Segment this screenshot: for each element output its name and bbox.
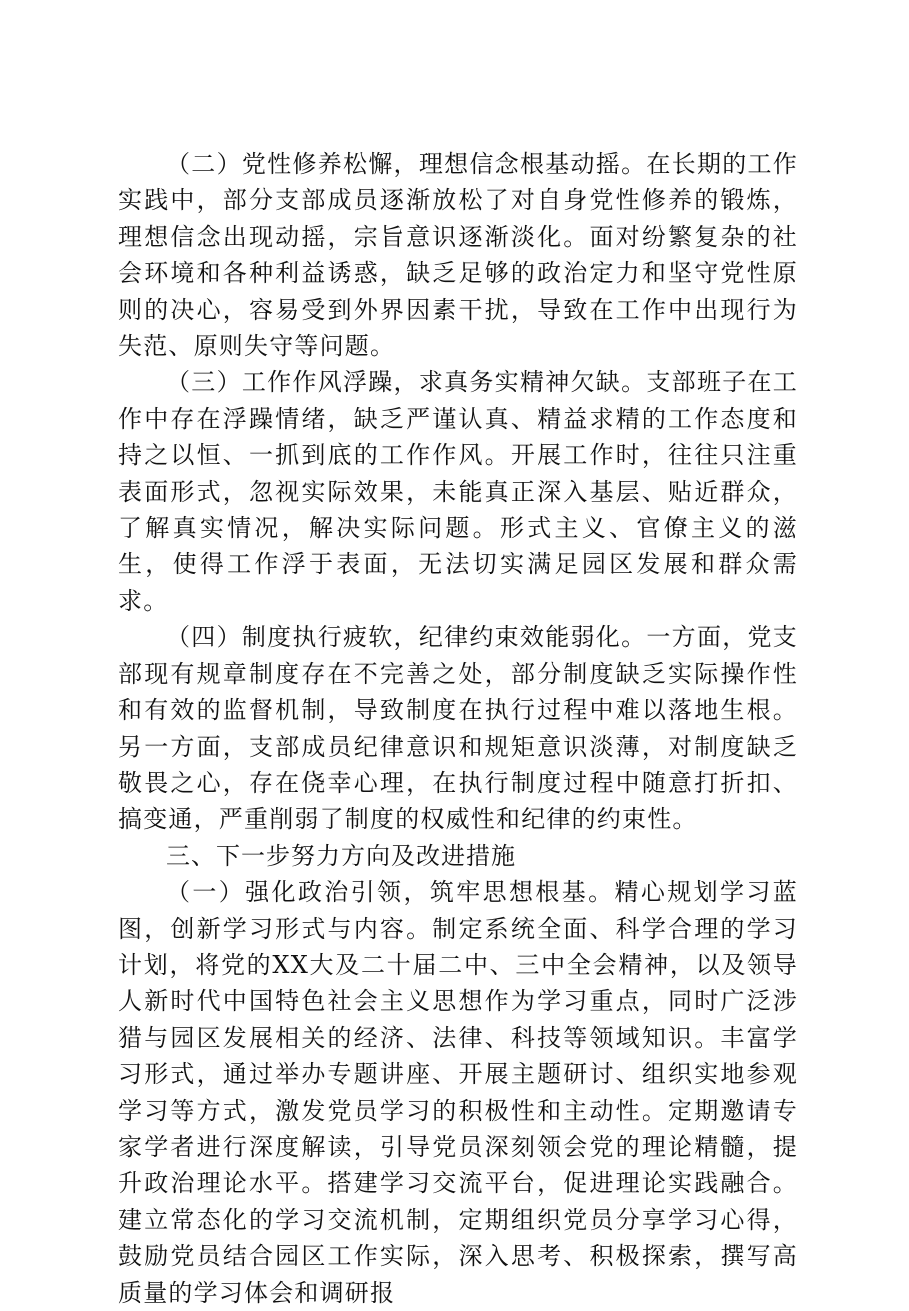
paragraph-lead: （三）工作作风浮躁，求真务实精神欠缺。 [166, 368, 647, 397]
paragraph-party-spirit [118, 146, 798, 364]
paragraph-lead: （四）制度执行疲软，纪律约束效能弱化。 [166, 623, 647, 652]
paragraph-text: 精心规划学习蓝图，创新学习形式与内容。制定系统全面、科学合理的学习计划，将党的XX大及二十届二中、三中全会精神，以及领导人新时代中国特色社会主义思想作为学习重点，同时广泛涉猎与园区发展相关的经济、法律、科技等领域知识。丰富学习形式，通过举办专题讲座、开展主题研讨、组织实地参观学习等方式，激发党员学习的积极性和主动性。定期邀请专家学者进行深度解读，引导党员深刻领会党的理论精髓，提升政治理论水平。搭建学习交流平台，促进理论实践融合。建立常态化的学习交流机制，定期组织党员分享学习心得，鼓励党员结合园区工作实际，深入思考、积极探索，撰写高质量的学习体会和调研报 [118, 878, 798, 1307]
paragraph-lead: （一）强化政治引领，筑牢思想根基。 [166, 878, 615, 907]
paragraph-political-guidance [118, 874, 798, 1311]
paragraph-system-execution [118, 619, 798, 837]
document-body [118, 146, 798, 1311]
paragraph-lead: （二）党性修养松懈，理想信念根基动摇。 [166, 150, 647, 178]
paragraph-work-style [118, 364, 798, 619]
paragraph-text: 在长期的工作实践中，部分支部成员逐渐放松了对自身党性修养的锻炼，理想信念出现动摇，宗旨意识逐渐淡化。面对纷繁复杂的社会环境和各种利益诱惑，缺乏足够的政治定力和坚守党性原则的决心，容易受到外界因素干扰，导致在工作中出现行为失范、原则失守等问题。 [118, 150, 798, 361]
paragraph-text: 支部班子在工作中存在浮躁情绪，缺乏严谨认真、精益求精的工作态度和持之以恒、一抓到底的工作作风。开展工作时，往往只注重表面形式，忽视实际效果，未能真正深入基层、贴近群众，了解真实情况，解决实际问题。形式主义、官僚主义的滋生，使得工作浮于表面，无法切实满足园区发展和群众需求。 [118, 368, 798, 615]
paragraph-text: 一方面，党支部现有规章制度存在不完善之处，部分制度缺乏实际操作性和有效的监督机制，导致制度在执行过程中难以落地生根。另一方面，支部成员纪律意识和规矩意识淡薄，对制度缺乏敬畏之心，存在侥幸心理，在执行制度过程中随意打折扣、搞变通，严重削弱了制度的权威性和纪律的约束性。 [118, 623, 798, 834]
section-heading: 三、下一步努力方向及改进措施 [166, 841, 516, 870]
